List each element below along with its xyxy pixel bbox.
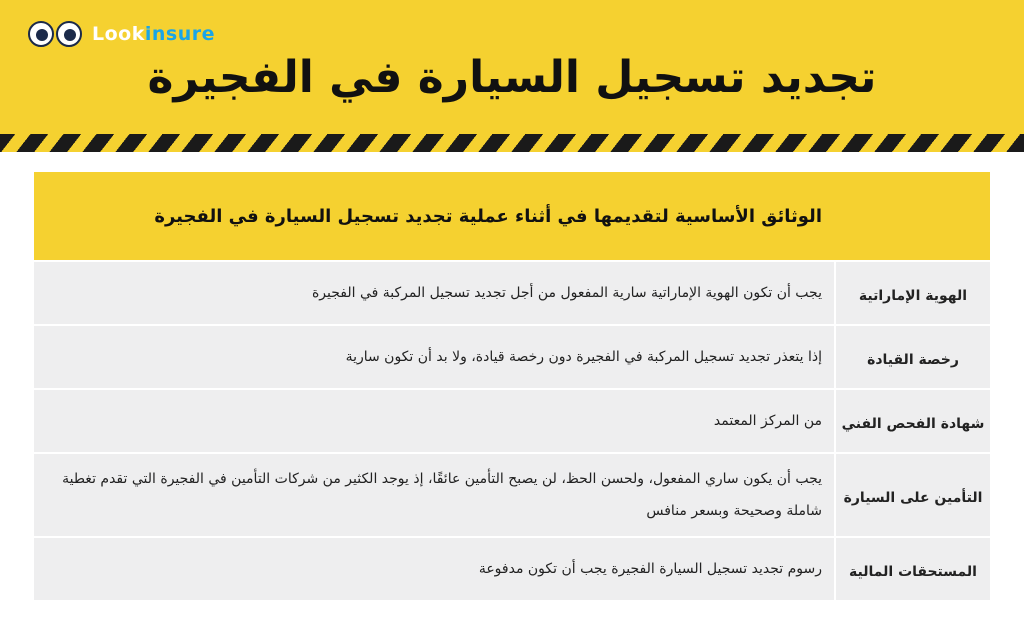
brand-name-primary: Look: [92, 23, 145, 45]
hazard-stripe-divider: [0, 134, 1024, 152]
row-value: إذا يتعذر تجديد تسجيل المركبة في الفجيرة دون رخصة قيادة، ولا بد أن تكون سارية: [345, 349, 822, 365]
table-row: [34, 388, 990, 452]
row-label: شهادة الفحص الفني: [834, 390, 990, 452]
row-value: رسوم تجديد تسجيل السيارة الفجيرة يجب أن تكون مدفوعة: [478, 561, 822, 577]
brand-name-accent: insure: [144, 23, 215, 45]
row-label: رخصة القيادة: [834, 326, 990, 388]
row-label: الهوية الإماراتية: [834, 262, 990, 324]
logo-eye-icon: [56, 21, 82, 47]
page-title: تجديد تسجيل السيارة في الفجيرة: [147, 52, 877, 103]
table-header: الوثائق الأساسية لتقديمها في أثناء عملية تجديد تسجيل السيارة في الفجيرة: [34, 172, 990, 260]
logo-eye-icon: [28, 21, 54, 47]
row-value: يجب أن يكون ساري المفعول، ولحسن الحظ، لن يصبح التأمين عائقًا، إذ يوجد الكثير من شركات التأمين في الفجيرة التي تقدم تغطية شاملة وصحيحة وبسعر منافس: [62, 471, 822, 519]
table-row: [34, 260, 990, 324]
header-banner: [0, 0, 1024, 152]
table-row: [34, 452, 990, 536]
table-row: [34, 536, 990, 600]
row-value: من المركز المعتمد: [713, 413, 822, 429]
documents-table: [34, 172, 990, 600]
row-label: المستحقات المالية: [834, 538, 990, 600]
row-label: التأمين على السيارة: [834, 454, 990, 536]
brand-name: [92, 23, 215, 45]
row-value: يجب أن تكون الهوية الإماراتية سارية المفعول من أجل تجديد تسجيل المركبة في الفجيرة: [311, 285, 822, 301]
table-row: [34, 324, 990, 388]
brand-logo[interactable]: [28, 20, 215, 48]
